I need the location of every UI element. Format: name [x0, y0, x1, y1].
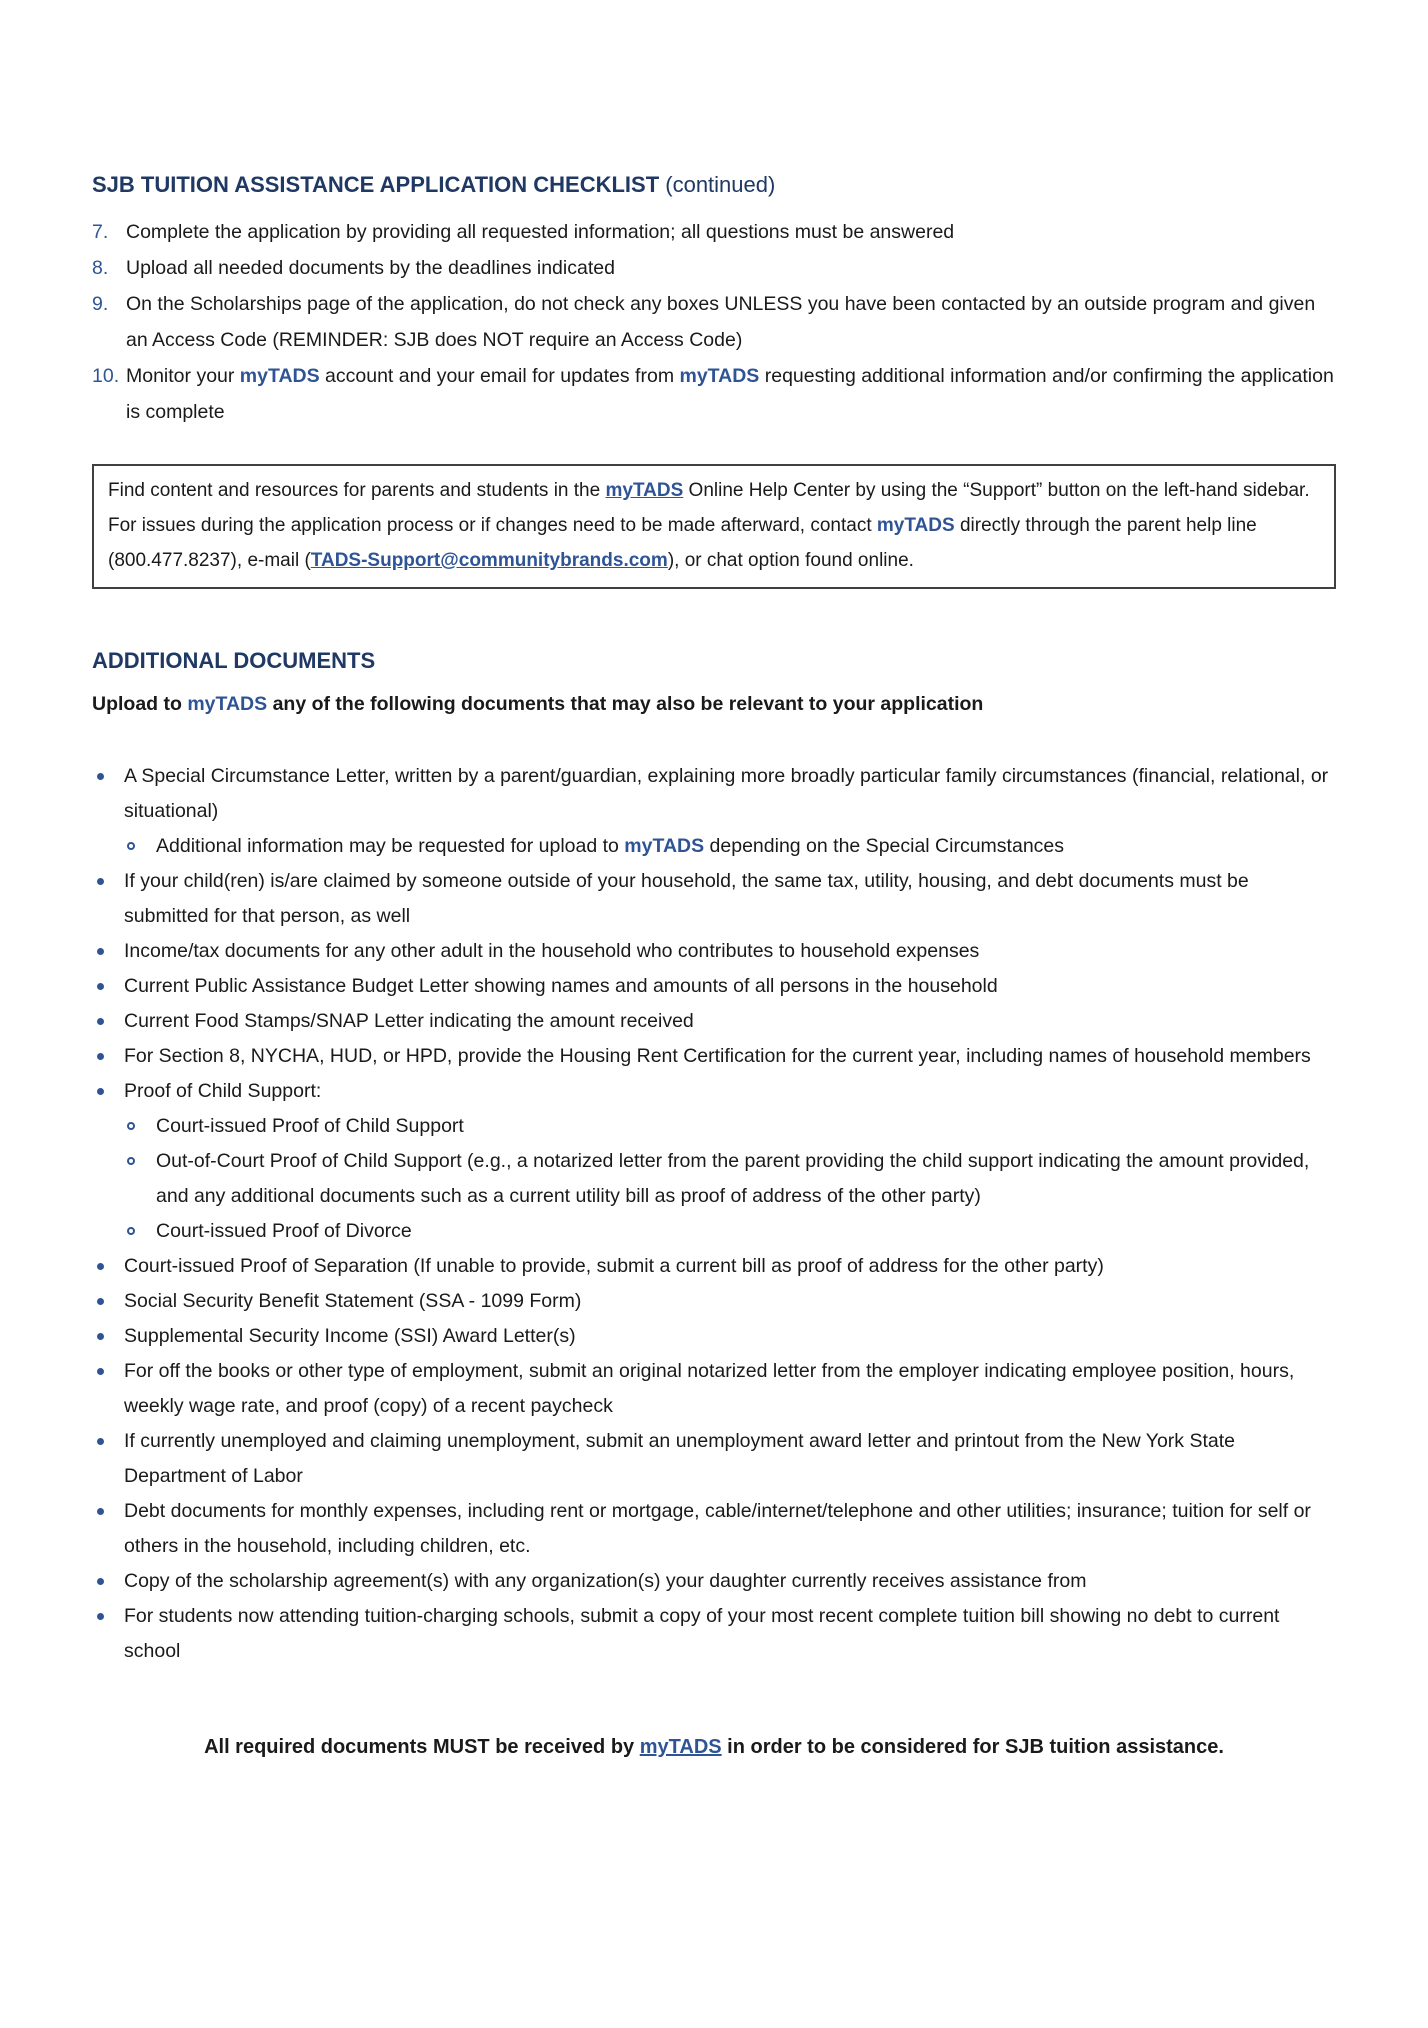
mytads-text: myTADS: [187, 693, 268, 715]
list-item: [92, 1354, 1336, 1424]
list-item-text: [124, 1424, 1336, 1494]
bullet-icon: [92, 864, 124, 885]
mytads-text: myTADS: [876, 515, 955, 536]
list-item-text: [124, 969, 1336, 1004]
list-item: [92, 759, 1336, 829]
circle-bullet-icon: [124, 1144, 156, 1165]
mytads-link[interactable]: myTADS: [639, 1736, 722, 1758]
mytads-text: myTADS: [239, 365, 320, 387]
text-run: Income/tax documents for any other adult in the household who contributes to household expenses: [124, 940, 980, 962]
list-number: 7.: [92, 221, 109, 243]
list-item-text: [124, 934, 1336, 969]
page-title: [92, 170, 1336, 200]
bullet-icon: [92, 1074, 124, 1095]
circle-bullet-icon: [124, 829, 156, 850]
text-run: A Special Circumstance Letter, written by a parent/guardian, explaining more broadly particular family circumstances (financial, relational, or situational): [124, 765, 1329, 822]
circle-bullet-icon: [124, 1214, 156, 1235]
sub-list-item-text: [156, 1144, 1336, 1214]
bullet-icon: [92, 969, 124, 990]
list-item: [92, 864, 1336, 934]
sub-list-item-text: [156, 829, 1336, 864]
mytads-text: myTADS: [679, 365, 760, 387]
list-item: [92, 1249, 1336, 1284]
text-run: Out-of-Court Proof of Child Support (e.g., a notarized letter from the parent providing the child support indicating the amount provided, and any additional documents such as a current utility bill as proof of address of the other party): [156, 1150, 1310, 1207]
text-run: If your child(ren) is/are claimed by someone outside of your household, the same tax, utility, housing, and debt documents must be submitted for that person, as well: [124, 870, 1249, 927]
list-number: 8.: [92, 257, 109, 279]
text-run: Current Public Assistance Budget Letter showing names and amounts of all persons in the household: [124, 975, 998, 997]
list-item-text: [124, 1354, 1336, 1424]
text-run: All required documents MUST be received by: [204, 1736, 640, 1758]
list-item-text: [124, 1004, 1336, 1039]
text-run: Online Help Center by using the “Support” button on the left-hand sidebar. For issues during the application process or if changes need to be made afterward, contact: [108, 480, 1310, 536]
bullet-icon: [92, 1424, 124, 1445]
list-item-text: [124, 1284, 1336, 1319]
info-box: [92, 464, 1336, 589]
bullet-icon: [92, 1354, 124, 1375]
list-item: [92, 1494, 1336, 1564]
section-heading: ADDITIONAL DOCUMENTS: [92, 648, 376, 673]
bullet-icon: [92, 1564, 124, 1585]
list-item: [92, 250, 1336, 286]
text-run: Court-issued Proof of Separation (If unable to provide, submit a current bill as proof of address for the other party): [124, 1255, 1104, 1277]
email-link[interactable]: TADS-Support@communitybrands.com: [310, 550, 668, 571]
text-run: Current Food Stamps/SNAP Letter indicating the amount received: [124, 1010, 694, 1032]
list-item-text: [124, 1564, 1336, 1599]
sub-list-item: [124, 1214, 1336, 1249]
list-item: [92, 1284, 1336, 1319]
text-run: On the Scholarships page of the application, do not check any boxes UNLESS you have been contacted by an outside program and given an Access Code (REMINDER: SJB does NOT require an Access Code): [126, 293, 1316, 351]
list-item-text: [124, 759, 1336, 829]
text-run: If currently unemployed and claiming unemployment, submit an unemployment award letter and printout from the New York State Department of Labor: [124, 1430, 1235, 1487]
text-run: Court-issued Proof of Divorce: [156, 1220, 412, 1242]
text-run: Social Security Benefit Statement (SSA - 1099 Form): [124, 1290, 582, 1312]
closing-statement: [92, 1731, 1336, 1763]
circle-bullet-icon: [124, 1109, 156, 1130]
text-run: For Section 8, NYCHA, HUD, or HPD, provide the Housing Rent Certification for the current year, including names of household members: [124, 1045, 1311, 1067]
text-run: depending on the Special Circumstances: [704, 835, 1065, 857]
text-run: Upload to: [92, 693, 188, 715]
text-run: Court-issued Proof of Child Support: [156, 1115, 464, 1137]
list-item-text: [124, 1249, 1336, 1284]
numbered-checklist: [92, 214, 1336, 430]
list-number: 10.: [92, 365, 120, 387]
mytads-link[interactable]: myTADS: [605, 480, 684, 501]
text-run: Find content and resources for parents and students in the: [108, 480, 606, 501]
list-item: [92, 1599, 1336, 1669]
list-item: [92, 934, 1336, 969]
sub-list-item: [124, 1144, 1336, 1214]
text-run: Monitor your: [126, 365, 240, 387]
list-item: [92, 358, 1336, 430]
mytads-text: myTADS: [624, 835, 705, 857]
text-run: Upload all needed documents by the deadlines indicated: [126, 257, 615, 279]
sub-list-item-text: [156, 1214, 1336, 1249]
text-run: in order to be considered for SJB tuition assistance.: [721, 1736, 1224, 1758]
section-subtitle: [92, 689, 1336, 719]
text-run: Complete the application by providing all requested information; all questions must be answered: [126, 221, 955, 243]
page-title-main: SJB TUITION ASSISTANCE APPLICATION CHECKLIST: [92, 172, 660, 197]
list-number: 9.: [92, 293, 109, 315]
list-item-text: [126, 286, 1336, 358]
list-item-text: [124, 1319, 1336, 1354]
list-item: [92, 1564, 1336, 1599]
list-item: [92, 969, 1336, 1004]
page-title-continued: (continued): [659, 172, 776, 197]
text-run: directly through the parent help line (800.477.8237), e-mail (: [108, 515, 1257, 571]
bullet-icon: [92, 1039, 124, 1060]
info-box-text: [108, 473, 1320, 578]
list-item: [92, 214, 1336, 250]
list-item-text: [124, 864, 1336, 934]
sub-list-item: [124, 829, 1336, 864]
list-item-text: [124, 1039, 1336, 1074]
bullet-icon: [92, 934, 124, 955]
list-item: [92, 1004, 1336, 1039]
bullet-icon: [92, 1004, 124, 1025]
text-run: requesting additional information and/or confirming the application is complete: [126, 365, 1334, 423]
bullet-icon: [92, 1284, 124, 1305]
list-item-text: [124, 1599, 1336, 1669]
list-item-text: [124, 1074, 1336, 1109]
text-run: Copy of the scholarship agreement(s) with any organization(s) your daughter currently receives assistance from: [124, 1570, 1087, 1592]
bullet-icon: [92, 1249, 124, 1270]
text-run: account and your email for updates from: [319, 365, 680, 387]
list-item: [92, 1074, 1336, 1109]
list-item-text: [126, 214, 1336, 250]
list-item: [92, 1424, 1336, 1494]
text-run: Proof of Child Support:: [124, 1080, 322, 1102]
additional-documents-list: [92, 759, 1336, 1669]
text-run: For students now attending tuition-charging schools, submit a copy of your most recent complete tuition bill showing no debt to current school: [124, 1605, 1280, 1662]
text-run: Debt documents for monthly expenses, including rent or mortgage, cable/internet/telephone and other utilities; insurance; tuition for self or others in the household, including children, etc.: [124, 1500, 1311, 1557]
list-item-text: [126, 358, 1336, 430]
list-item-text: [124, 1494, 1336, 1564]
text-run: For off the books or other type of employment, submit an original notarized letter from the employer indicating employee position, hours, weekly wage rate, and proof (copy) of a recent paycheck: [124, 1360, 1295, 1417]
sub-list-item-text: [156, 1109, 1336, 1144]
text-run: ), or chat option found online.: [667, 550, 914, 571]
text-run: any of the following documents that may also be relevant to your application: [267, 693, 984, 715]
list-item-text: [126, 250, 1336, 286]
bullet-icon: [92, 1599, 124, 1620]
bullet-icon: [92, 1319, 124, 1340]
list-item: [92, 1039, 1336, 1074]
list-item: [92, 1319, 1336, 1354]
text-run: Supplemental Security Income (SSI) Award Letter(s): [124, 1325, 576, 1347]
bullet-icon: [92, 759, 124, 780]
text-run: Additional information may be requested for upload to: [156, 835, 625, 857]
sub-list-item: [124, 1109, 1336, 1144]
bullet-icon: [92, 1494, 124, 1515]
list-item: [92, 286, 1336, 358]
